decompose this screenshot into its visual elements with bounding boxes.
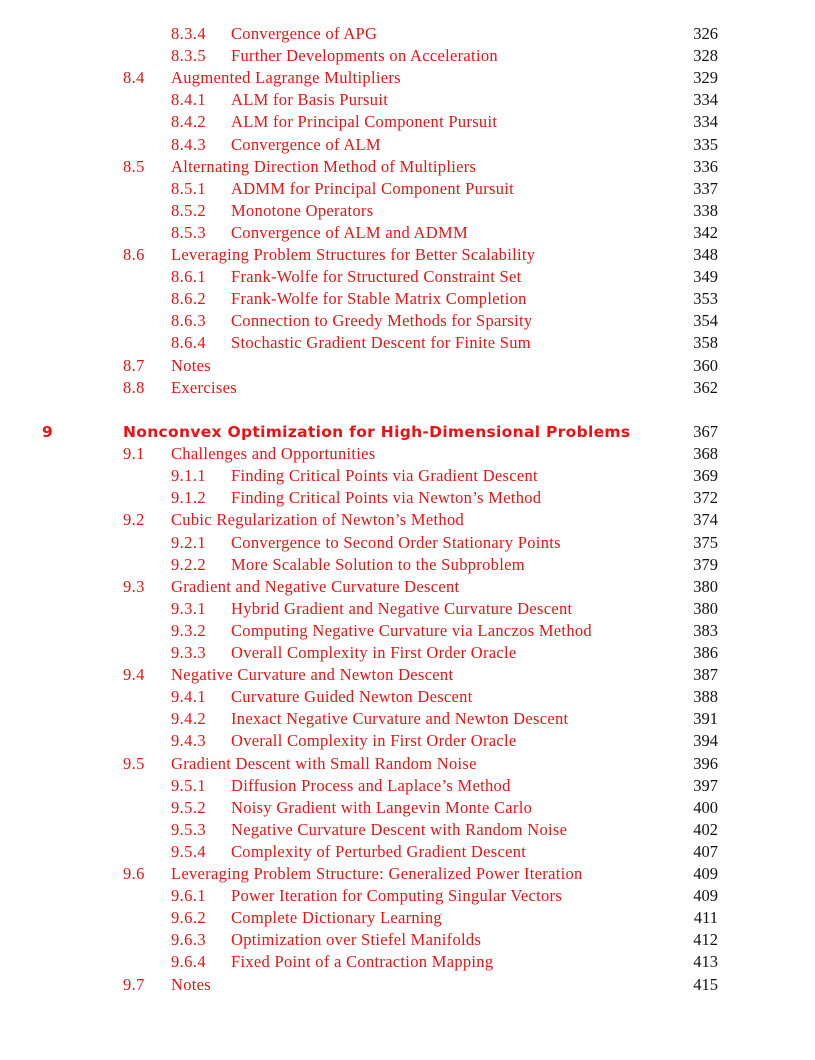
toc-subsection-entry[interactable] xyxy=(0,841,815,863)
toc-subsection-entry[interactable] xyxy=(0,266,815,288)
toc-subsection-entry[interactable] xyxy=(0,554,815,576)
toc-entry-number[interactable]: 9.5.4 xyxy=(171,841,206,861)
toc-section-entry[interactable] xyxy=(0,664,815,686)
toc-entry-title[interactable]: Optimization over Stiefel Manifolds xyxy=(231,930,482,950)
toc-entry-page: 329 xyxy=(693,68,718,88)
toc-entry-number[interactable]: 9.1.1 xyxy=(171,466,206,486)
toc-section-entry[interactable] xyxy=(0,443,815,465)
toc-subsection-entry[interactable] xyxy=(0,797,815,819)
toc-entry-page: 374 xyxy=(693,510,718,530)
toc-subsection-entry[interactable] xyxy=(0,465,815,487)
toc-subsection-entry[interactable] xyxy=(0,310,815,332)
toc-entry-page: 409 xyxy=(693,886,718,906)
toc-section-entry[interactable] xyxy=(0,244,815,266)
toc-entry-page: 326 xyxy=(693,24,718,43)
toc-entry-page: 386 xyxy=(693,643,718,662)
toc-entry-number[interactable]: 8.5.3 xyxy=(171,222,206,242)
toc-entry-page: 396 xyxy=(693,753,718,773)
toc-entry-page: 383 xyxy=(693,620,718,640)
toc-subsection-entry[interactable] xyxy=(0,134,815,156)
toc-subsection-entry[interactable] xyxy=(0,222,815,244)
toc-entry-page: 334 xyxy=(693,90,718,110)
toc-subsection-entry[interactable] xyxy=(0,775,815,797)
toc-entry-page: 412 xyxy=(693,930,718,950)
toc-entry-number[interactable]: 8.6.3 xyxy=(171,311,206,331)
toc-subsection-entry[interactable] xyxy=(0,951,815,973)
toc-entry-page: 335 xyxy=(693,134,718,154)
toc-entry-number[interactable]: 9.5.1 xyxy=(171,775,206,795)
toc-subsection-entry[interactable] xyxy=(0,45,815,67)
toc-entry-title[interactable]: Monotone Operators xyxy=(231,200,374,220)
toc-subsection-entry[interactable] xyxy=(0,200,815,222)
toc-entry-title[interactable]: Frank-Wolfe for Structured Constraint Set xyxy=(231,267,522,287)
toc-entry-number[interactable]: 8.5 xyxy=(123,156,145,176)
toc-entry-number[interactable]: 8.3.4 xyxy=(171,24,206,43)
toc-entry-page: 380 xyxy=(693,598,718,618)
toc-entry-title[interactable]: Complete Dictionary Learning xyxy=(231,908,442,928)
toc-entry-number[interactable]: 9 xyxy=(42,423,54,441)
toc-entry-number[interactable]: 8.6 xyxy=(123,245,145,264)
toc-entry-title[interactable]: Negative Curvature Descent with Random Noise xyxy=(231,819,568,839)
toc-entry-title[interactable]: Hybrid Gradient and Negative Curvature Descent xyxy=(231,598,573,618)
toc-entry-number[interactable]: 9.3.3 xyxy=(171,643,206,662)
toc-entry-number[interactable]: 8.4.2 xyxy=(171,112,206,132)
toc-subsection-entry[interactable] xyxy=(0,332,815,354)
toc-entry-title[interactable]: Frank-Wolfe for Stable Matrix Completion xyxy=(231,289,527,309)
toc-entry-page: 354 xyxy=(693,311,718,331)
toc-entry-title[interactable]: Further Developments on Acceleration xyxy=(231,46,498,66)
toc-entry-number[interactable]: 8.5.2 xyxy=(171,200,206,220)
toc-entry-number[interactable]: 8.6.1 xyxy=(171,267,206,287)
toc-subsection-entry[interactable] xyxy=(0,620,815,642)
toc-entry-title[interactable]: Power Iteration for Computing Singular Vectors xyxy=(231,886,563,906)
toc-entry-page: 387 xyxy=(693,665,718,685)
toc-entry-page: 400 xyxy=(693,797,718,817)
toc-entry-title[interactable]: Negative Curvature and Newton Descent xyxy=(171,665,454,685)
toc-subsection-entry[interactable] xyxy=(0,487,815,509)
toc-section-entry[interactable] xyxy=(0,377,815,399)
toc-entry-number[interactable]: 8.7 xyxy=(123,355,145,375)
toc-section-entry[interactable] xyxy=(0,753,815,775)
toc-entry-page: 380 xyxy=(693,576,718,596)
toc-section-entry[interactable] xyxy=(0,156,815,178)
toc-entry-title[interactable]: ADMM for Principal Component Pursuit xyxy=(231,178,515,198)
toc-entry-title[interactable]: Overall Complexity in First Order Oracle xyxy=(231,731,517,751)
toc-entry-title[interactable]: Notes xyxy=(171,355,211,375)
toc-entry-title[interactable]: Connection to Greedy Methods for Sparsity xyxy=(231,311,533,331)
toc-entry-number[interactable]: 9.4.1 xyxy=(171,687,206,707)
toc-entry-title[interactable]: Computing Negative Curvature via Lanczos Method xyxy=(231,620,592,640)
toc-entry-page: 397 xyxy=(693,775,718,795)
toc-entry-title[interactable]: Finding Critical Points via Gradient Descent xyxy=(231,466,538,486)
toc-entry-number[interactable]: 9.3.2 xyxy=(171,620,206,640)
toc-entry-page: 409 xyxy=(693,864,718,883)
toc-entry-number[interactable]: 9.5 xyxy=(123,753,145,773)
toc-entry-number[interactable]: 8.6.2 xyxy=(171,289,206,309)
toc-entry-page: 336 xyxy=(693,156,718,176)
toc-entry-page: 388 xyxy=(693,687,718,707)
toc-entry-page: 411 xyxy=(693,908,718,928)
toc-entry-page: 358 xyxy=(693,333,718,353)
toc-entry-page: 362 xyxy=(693,377,718,397)
toc-entry-number[interactable]: 9.4.3 xyxy=(171,731,206,751)
toc-entry-page: 337 xyxy=(693,178,718,198)
toc-entry-number[interactable]: 8.3.5 xyxy=(171,46,206,66)
toc-entry-title[interactable]: Challenges and Opportunities xyxy=(171,444,376,464)
toc-entry-number[interactable]: 9.4 xyxy=(123,665,145,685)
toc-entry-page: 391 xyxy=(693,709,718,729)
toc-entry-page: 353 xyxy=(693,289,718,309)
toc-entry-number[interactable]: 8.5.1 xyxy=(171,178,206,198)
toc-entry-title[interactable]: Convergence to Second Order Stationary Points xyxy=(231,532,561,552)
toc-entry-number[interactable]: 9.3 xyxy=(123,576,145,596)
toc-entry-page: 368 xyxy=(693,444,718,464)
toc-entry-title[interactable]: Gradient and Negative Curvature Descent xyxy=(171,576,460,596)
toc-entry-page: 415 xyxy=(693,974,718,994)
toc-entry-title[interactable]: Curvature Guided Newton Descent xyxy=(231,687,473,707)
toc-subsection-entry[interactable] xyxy=(0,642,815,664)
toc-entry-page: 372 xyxy=(693,488,718,508)
toc-entry-title[interactable]: Fixed Point of a Contraction Mapping xyxy=(231,952,494,972)
toc-entry-page: 375 xyxy=(693,532,718,552)
toc-entry-page: 328 xyxy=(693,46,718,66)
toc-entry-number[interactable]: 9.7 xyxy=(123,974,145,994)
toc-entry-number[interactable]: 9.6.3 xyxy=(171,930,206,950)
toc-entry-page: 338 xyxy=(693,200,718,220)
toc-entry-title[interactable]: Cubic Regularization of Newton’s Method xyxy=(171,510,465,530)
toc-entry-number[interactable]: 8.4.3 xyxy=(171,134,206,154)
toc-subsection-entry[interactable] xyxy=(0,111,815,133)
toc-section-entry[interactable] xyxy=(0,509,815,531)
toc-entry-title[interactable]: Diffusion Process and Laplace’s Method xyxy=(231,775,511,795)
toc-entry-number[interactable]: 9.1.2 xyxy=(171,488,206,508)
toc-entry-number[interactable]: 9.5.2 xyxy=(171,797,206,817)
toc-section-entry[interactable] xyxy=(0,355,815,377)
toc-entry-number[interactable]: 9.2.2 xyxy=(171,554,206,574)
toc-entry-number[interactable]: 9.4.2 xyxy=(171,709,206,729)
toc-entry-page: 402 xyxy=(693,819,718,839)
toc-subsection-entry[interactable] xyxy=(0,907,815,929)
toc-entry-number[interactable]: 9.6.4 xyxy=(171,952,206,972)
toc-subsection-entry[interactable] xyxy=(0,730,815,752)
toc-entry-number[interactable]: 9.1 xyxy=(123,444,145,464)
toc-entry-page: 349 xyxy=(693,267,718,287)
toc-entry-page: 367 xyxy=(693,422,718,441)
toc-entry-number[interactable]: 9.6 xyxy=(123,864,145,883)
toc-entry-page: 348 xyxy=(693,245,718,264)
toc-subsection-entry[interactable] xyxy=(0,23,815,45)
toc-entry-number[interactable]: 8.4.1 xyxy=(171,90,206,110)
toc-entry-title[interactable]: Leveraging Problem Structure: Generalized Power Iteration xyxy=(171,864,583,883)
toc-entry-title[interactable]: Notes xyxy=(171,974,211,994)
toc-subsection-entry[interactable] xyxy=(0,819,815,841)
toc-entry-title[interactable]: Nonconvex Optimization for High-Dimensional Problems xyxy=(123,423,631,441)
toc-entry-number[interactable]: 9.2 xyxy=(123,510,145,530)
toc-entry-title[interactable]: Leveraging Problem Structures for Better Scalability xyxy=(171,245,536,264)
toc-entry-number[interactable]: 8.6.4 xyxy=(171,333,206,353)
toc-entry-title[interactable]: Noisy Gradient with Langevin Monte Carlo xyxy=(231,797,533,817)
toc-entry-number[interactable]: 9.2.1 xyxy=(171,532,206,552)
toc-entry-title[interactable]: Exercises xyxy=(171,377,237,397)
toc-entry-page: 369 xyxy=(693,466,718,486)
toc-entry-title[interactable]: Inexact Negative Curvature and Newton Descent xyxy=(231,709,569,729)
toc-entry-number[interactable]: 9.6.1 xyxy=(171,886,206,906)
toc-chapter-entry[interactable] xyxy=(0,421,815,443)
toc-subsection-entry[interactable] xyxy=(0,929,815,951)
toc-entry-number[interactable]: 8.4 xyxy=(123,68,145,88)
toc-entry-title[interactable]: Complexity of Perturbed Gradient Descent xyxy=(231,841,527,861)
toc-entry-page: 342 xyxy=(693,222,718,242)
toc-entry-title[interactable]: Stochastic Gradient Descent for Finite Sum xyxy=(231,333,531,353)
toc-section-entry[interactable] xyxy=(0,576,815,598)
toc-entry-number[interactable]: 9.6.2 xyxy=(171,908,206,928)
toc-entry-title[interactable]: ALM for Basis Pursuit xyxy=(231,90,389,110)
toc-section-entry[interactable] xyxy=(0,67,815,89)
toc-entry-title[interactable]: Augmented Lagrange Multipliers xyxy=(171,68,401,88)
toc-subsection-entry[interactable] xyxy=(0,598,815,620)
toc-entry-title[interactable]: ALM for Principal Component Pursuit xyxy=(231,112,498,132)
toc-section-entry[interactable] xyxy=(0,974,815,996)
toc-entry-title[interactable]: Gradient Descent with Small Random Noise xyxy=(171,753,477,773)
toc-entry-title[interactable]: Overall Complexity in First Order Oracle xyxy=(231,643,517,662)
toc-subsection-entry[interactable] xyxy=(0,178,815,200)
toc-entry-page: 334 xyxy=(693,112,718,132)
toc-subsection-entry[interactable] xyxy=(0,288,815,310)
toc-entry-title[interactable]: Finding Critical Points via Newton’s Method xyxy=(231,488,542,508)
toc-section-entry[interactable] xyxy=(0,863,815,885)
toc-subsection-entry[interactable] xyxy=(0,708,815,730)
toc-entry-page: 379 xyxy=(693,554,718,574)
toc-entry-page: 360 xyxy=(693,355,718,375)
toc-entry-title[interactable]: Convergence of APG xyxy=(231,24,378,43)
toc-entry-page: 407 xyxy=(693,841,718,861)
toc-entry-page: 413 xyxy=(693,952,718,972)
toc-entry-page: 394 xyxy=(693,731,718,751)
toc-entry-number[interactable]: 8.8 xyxy=(123,377,145,397)
toc-subsection-entry[interactable] xyxy=(0,532,815,554)
toc-subsection-entry[interactable] xyxy=(0,885,815,907)
toc-entry-title[interactable]: More Scalable Solution to the Subproblem xyxy=(231,554,525,574)
toc-entry-title[interactable]: Convergence of ALM and ADMM xyxy=(231,222,468,242)
toc-subsection-entry[interactable] xyxy=(0,686,815,708)
toc-entry-number[interactable]: 9.3.1 xyxy=(171,598,206,618)
toc-subsection-entry[interactable] xyxy=(0,89,815,111)
toc-entry-title[interactable]: Alternating Direction Method of Multipliers xyxy=(171,156,477,176)
toc-entry-number[interactable]: 9.5.3 xyxy=(171,819,206,839)
toc-entry-title[interactable]: Convergence of ALM xyxy=(231,134,381,154)
